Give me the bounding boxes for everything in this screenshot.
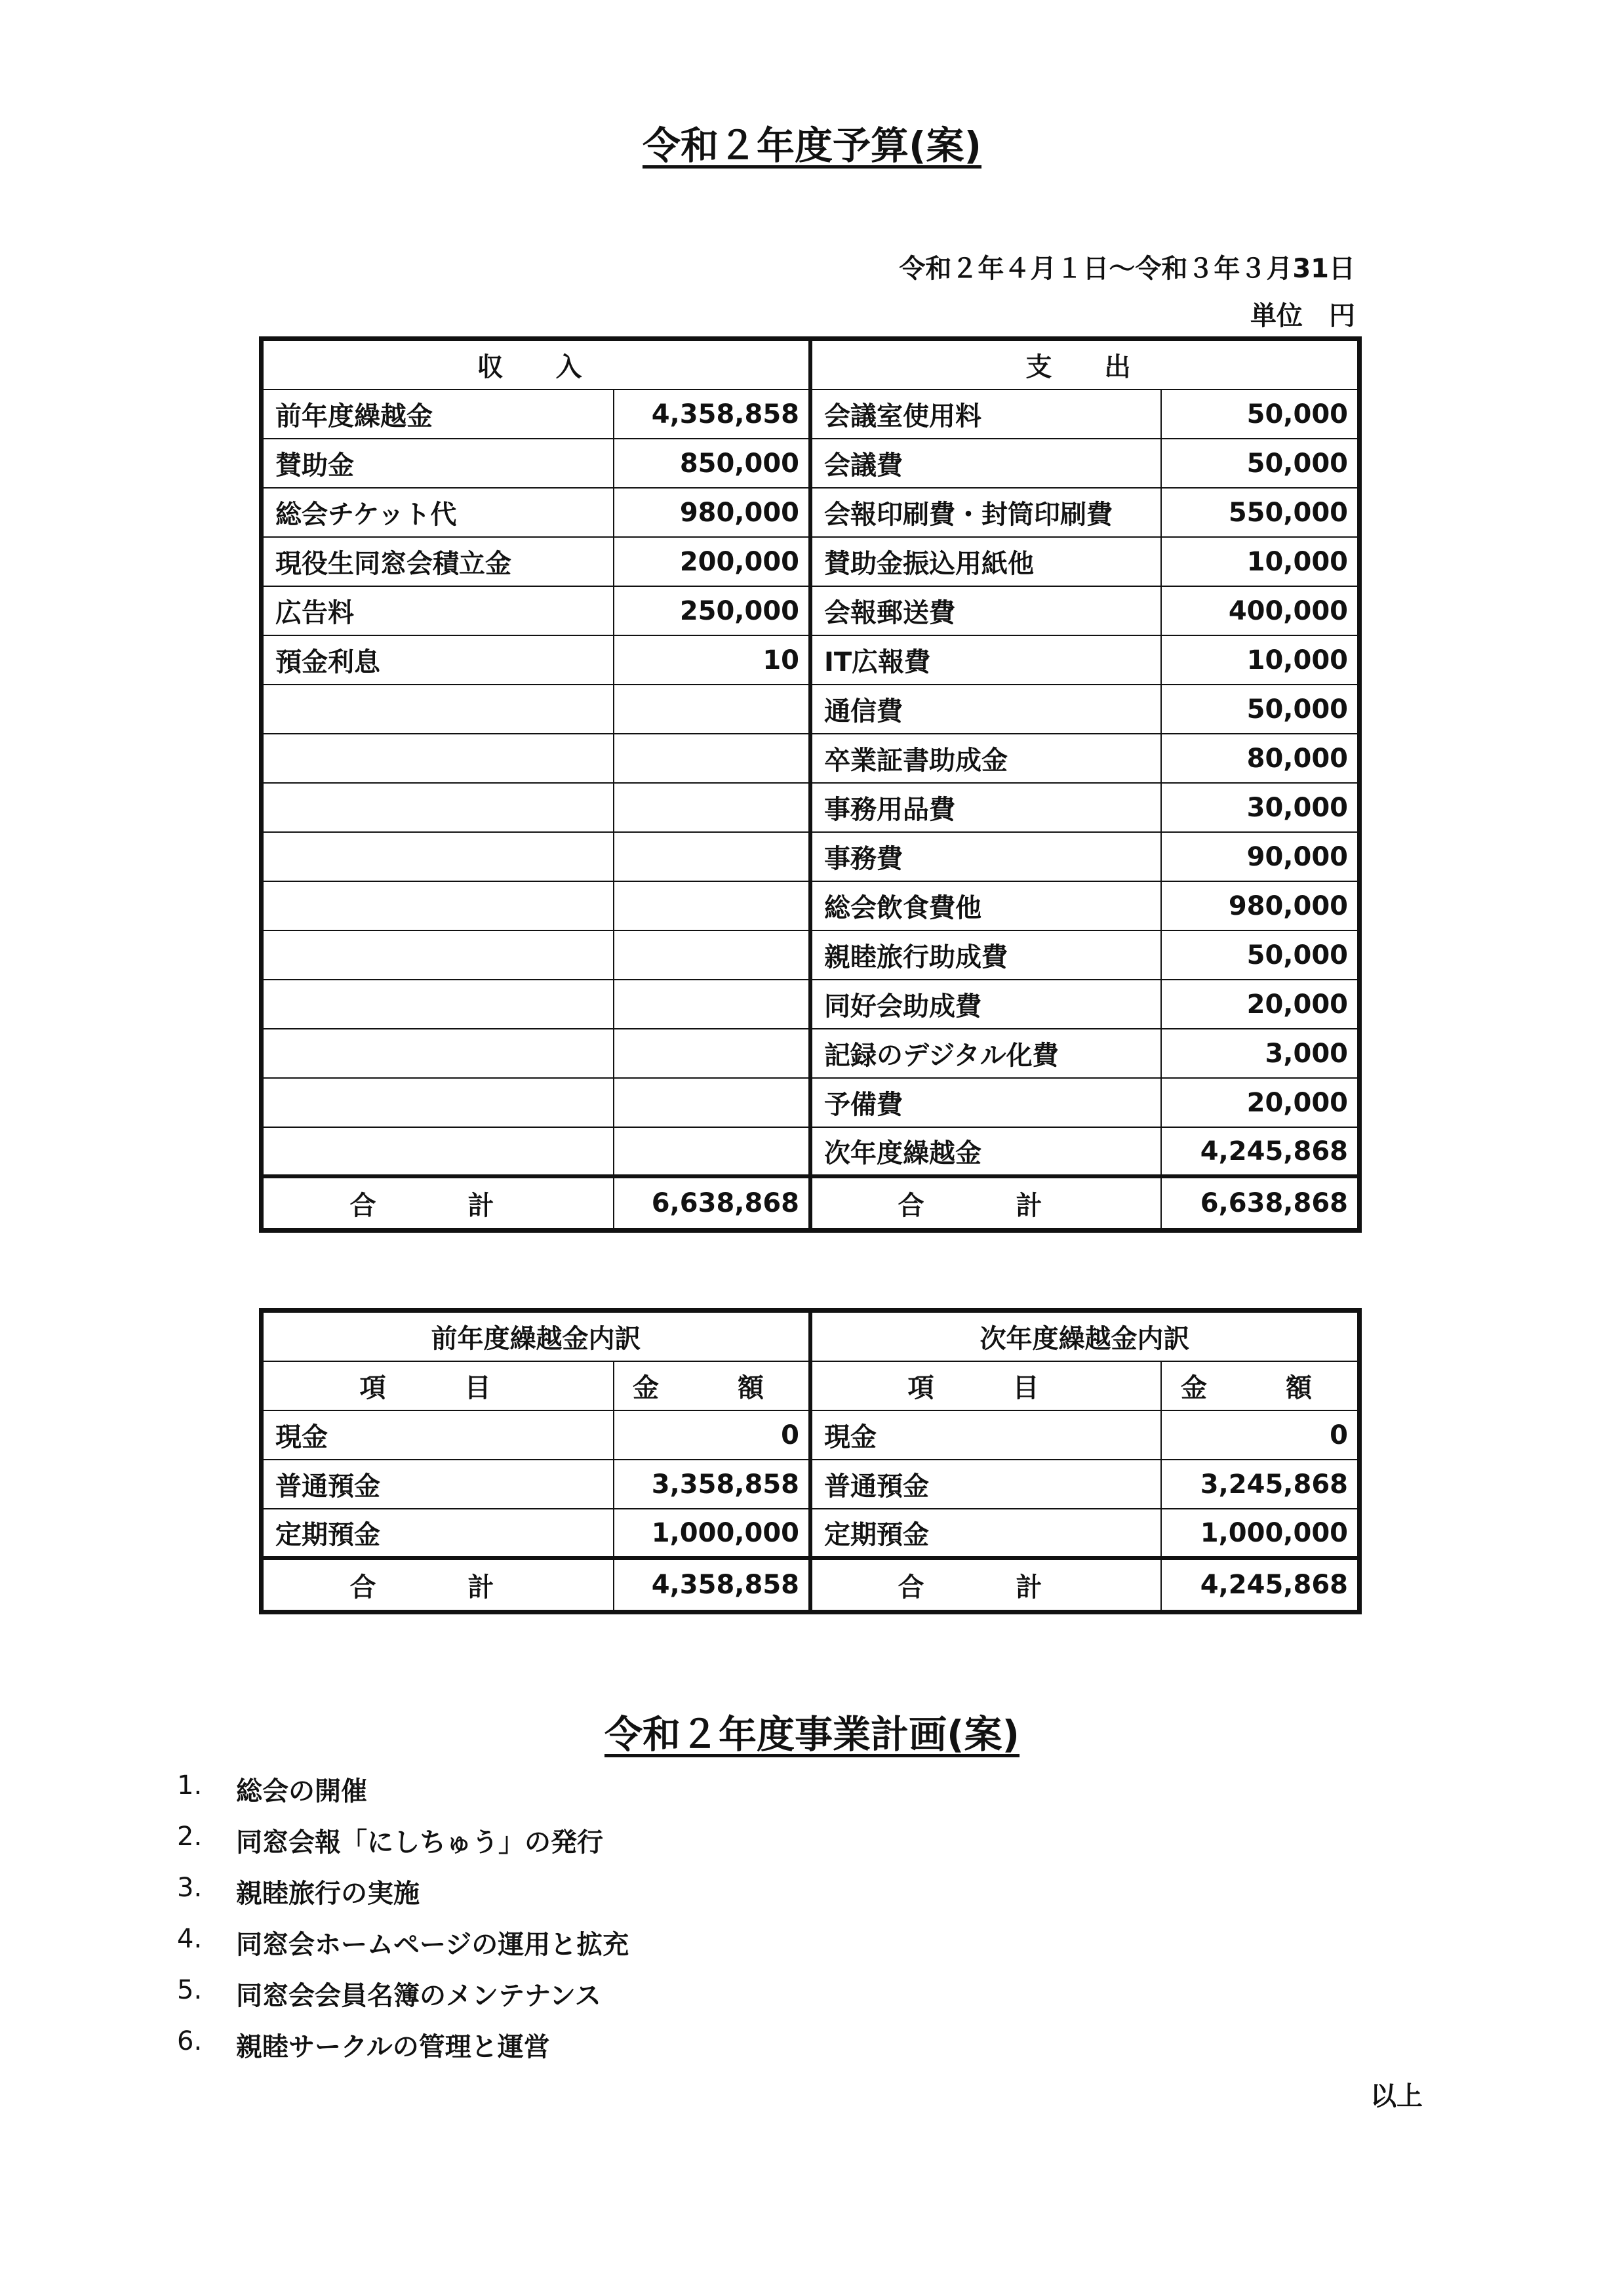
budget-row (263, 1078, 1358, 1127)
plan-item (177, 1822, 629, 1873)
budget-row (263, 685, 1358, 734)
plan-item-text: 同窓会報「にしちゅう」の発行 (236, 1827, 603, 1858)
expense-amount: 10,000 (1161, 635, 1358, 685)
plan-item-number: 2. (177, 1822, 203, 1852)
plan-item (177, 1924, 629, 1975)
carryover-total-row (263, 1558, 1358, 1610)
carryover-header-row (263, 1312, 1358, 1361)
plan-item-text: 親睦サークルの管理と運営 (236, 2032, 550, 2062)
plan-item (177, 1873, 629, 1924)
expense-item: 次年度繰越金 (810, 1127, 1161, 1176)
plan-item-text: 親睦旅行の実施 (236, 1879, 420, 1909)
budget-row (263, 635, 1358, 685)
prev-carryover-amount: 1,000,000 (614, 1509, 810, 1558)
income-amount (614, 980, 810, 1029)
income-amount: 10 (614, 635, 810, 685)
prev-carryover-item: 定期預金 (263, 1509, 614, 1558)
plan-item-number: 5. (177, 1975, 203, 2005)
expense-amount: 3,000 (1161, 1029, 1358, 1078)
next-carryover-total: 4,245,868 (1161, 1558, 1358, 1610)
budget-row (263, 439, 1358, 488)
expense-item: 予備費 (810, 1078, 1161, 1127)
budget-row (263, 488, 1358, 537)
prev-carryover-header: 前年度繰越金内訳 (263, 1312, 810, 1361)
next-carryover-amount: 1,000,000 (1161, 1509, 1358, 1558)
income-item: 前年度繰越金 (263, 389, 614, 439)
plan-item (177, 2026, 629, 2077)
expense-amount: 90,000 (1161, 832, 1358, 881)
plan-item-number: 6. (177, 2026, 203, 2056)
income-amount: 4,358,858 (614, 389, 810, 439)
income-item (263, 832, 614, 881)
expense-amount: 20,000 (1161, 1078, 1358, 1127)
plan-item (177, 1770, 629, 1822)
income-amount (614, 734, 810, 783)
expense-item: 事務費 (810, 832, 1161, 881)
expense-amount: 50,000 (1161, 685, 1358, 734)
income-item (263, 1127, 614, 1176)
next-carryover-header: 次年度繰越金内訳 (810, 1312, 1358, 1361)
income-total: 6,638,868 (614, 1176, 810, 1229)
prev-carryover-item: 普通預金 (263, 1460, 614, 1509)
expense-total: 6,638,868 (1161, 1176, 1358, 1229)
plan-title (0, 1704, 1624, 1759)
expense-amount: 80,000 (1161, 734, 1358, 783)
income-amount (614, 1127, 810, 1176)
carryover-table-body (263, 1312, 1358, 1610)
budget-table (262, 340, 1358, 1229)
income-item: 現役生同窓会積立金 (263, 537, 614, 586)
carryover-subheader-row (263, 1361, 1358, 1410)
income-header: 収 入 (263, 340, 810, 389)
income-item (263, 881, 614, 930)
budget-total-row (263, 1176, 1358, 1229)
budget-row (263, 832, 1358, 881)
prev-carryover-amount: 3,358,858 (614, 1460, 810, 1509)
income-amount (614, 881, 810, 930)
prev-carryover-total: 4,358,858 (614, 1558, 810, 1610)
budget-row (263, 586, 1358, 635)
income-item (263, 930, 614, 980)
expense-item: 会報印刷費・封筒印刷費 (810, 488, 1161, 537)
next-carryover-amount: 3,245,868 (1161, 1460, 1358, 1509)
expense-item: 卒業証書助成金 (810, 734, 1161, 783)
expense-item: 会報郵送費 (810, 586, 1161, 635)
plan-item-number: 3. (177, 1873, 203, 1903)
expense-item: 総会飲食費他 (810, 881, 1161, 930)
plan-item-text: 同窓会ホームページの運用と拡充 (236, 1930, 629, 1960)
expense-header: 支 出 (810, 340, 1358, 389)
plan-item-text: 総会の開催 (236, 1776, 367, 1806)
expense-amount: 10,000 (1161, 537, 1358, 586)
income-amount: 850,000 (614, 439, 810, 488)
income-amount (614, 783, 810, 832)
carryover-row (263, 1410, 1358, 1460)
expense-item: 親睦旅行助成費 (810, 930, 1161, 980)
plan-item-text: 同窓会会員名簿のメンテナンス (236, 1981, 601, 2011)
expense-amount: 20,000 (1161, 980, 1358, 1029)
budget-row (263, 881, 1358, 930)
income-item (263, 685, 614, 734)
budget-row (263, 980, 1358, 1029)
plan-item-number: 1. (177, 1770, 203, 1801)
expense-item: 会議室使用料 (810, 389, 1161, 439)
plan-list (177, 1770, 629, 2077)
prev-amount-header: 金 額 (614, 1361, 810, 1410)
expense-item: 記録のデジタル化費 (810, 1029, 1161, 1078)
expense-item: 賛助金振込用紙他 (810, 537, 1161, 586)
expense-item: 事務用品費 (810, 783, 1161, 832)
budget-row (263, 1127, 1358, 1176)
budget-row (263, 930, 1358, 980)
income-amount (614, 832, 810, 881)
plan-title-text: 令和２年度事業計画(案) (604, 1712, 1020, 1757)
expense-amount: 980,000 (1161, 881, 1358, 930)
expense-item: 通信費 (810, 685, 1161, 734)
prev-carryover-item: 現金 (263, 1410, 614, 1460)
income-amount (614, 685, 810, 734)
prev-carryover-amount: 0 (614, 1410, 810, 1460)
plan-item (177, 1975, 629, 2026)
expense-amount: 50,000 (1161, 389, 1358, 439)
income-item: 総会チケット代 (263, 488, 614, 537)
prev-item-header: 項 目 (263, 1361, 614, 1410)
prev-carryover-total-label: 合 計 (263, 1558, 614, 1610)
next-carryover-amount: 0 (1161, 1410, 1358, 1460)
budget-row (263, 389, 1358, 439)
income-item (263, 734, 614, 783)
next-amount-header: 金 額 (1161, 1361, 1358, 1410)
carryover-table (262, 1311, 1358, 1611)
income-item (263, 783, 614, 832)
next-carryover-item: 普通預金 (810, 1460, 1161, 1509)
expense-total-label: 合 計 (810, 1176, 1161, 1229)
expense-item: 会議費 (810, 439, 1161, 488)
expense-amount: 550,000 (1161, 488, 1358, 537)
income-amount: 200,000 (614, 537, 810, 586)
budget-header-row (263, 340, 1358, 389)
next-carryover-item: 定期預金 (810, 1509, 1161, 1558)
income-amount: 250,000 (614, 586, 810, 635)
income-item (263, 1029, 614, 1078)
income-item: 広告料 (263, 586, 614, 635)
currency-unit: 単位 円 (1250, 301, 1355, 331)
expense-amount: 4,245,868 (1161, 1127, 1358, 1176)
income-total-label: 合 計 (263, 1176, 614, 1229)
budget-row (263, 783, 1358, 832)
budget-title (0, 115, 1624, 170)
expense-amount: 400,000 (1161, 586, 1358, 635)
income-item (263, 1078, 614, 1127)
budget-title-text: 令和２年度予算(案) (642, 123, 982, 168)
plan-item-number: 4. (177, 1924, 203, 1954)
expense-amount: 30,000 (1161, 783, 1358, 832)
next-carryover-item: 現金 (810, 1410, 1161, 1460)
next-item-header: 項 目 (810, 1361, 1161, 1410)
budget-row (263, 1029, 1358, 1078)
expense-item: 同好会助成費 (810, 980, 1161, 1029)
income-item: 賛助金 (263, 439, 614, 488)
income-amount (614, 1078, 810, 1127)
income-amount: 980,000 (614, 488, 810, 537)
budget-period: 令和２年４月１日～令和３年３月31日 (899, 254, 1355, 284)
budget-row (263, 537, 1358, 586)
closing-text: 以上 (1370, 2081, 1423, 2111)
income-amount (614, 930, 810, 980)
expense-amount: 50,000 (1161, 930, 1358, 980)
budget-table-body (263, 340, 1358, 1229)
income-item (263, 980, 614, 1029)
next-carryover-total-label: 合 計 (810, 1558, 1161, 1610)
income-amount (614, 1029, 810, 1078)
expense-amount: 50,000 (1161, 439, 1358, 488)
budget-row (263, 734, 1358, 783)
income-item: 預金利息 (263, 635, 614, 685)
expense-item: IT広報費 (810, 635, 1161, 685)
carryover-row (263, 1509, 1358, 1558)
carryover-row (263, 1460, 1358, 1509)
